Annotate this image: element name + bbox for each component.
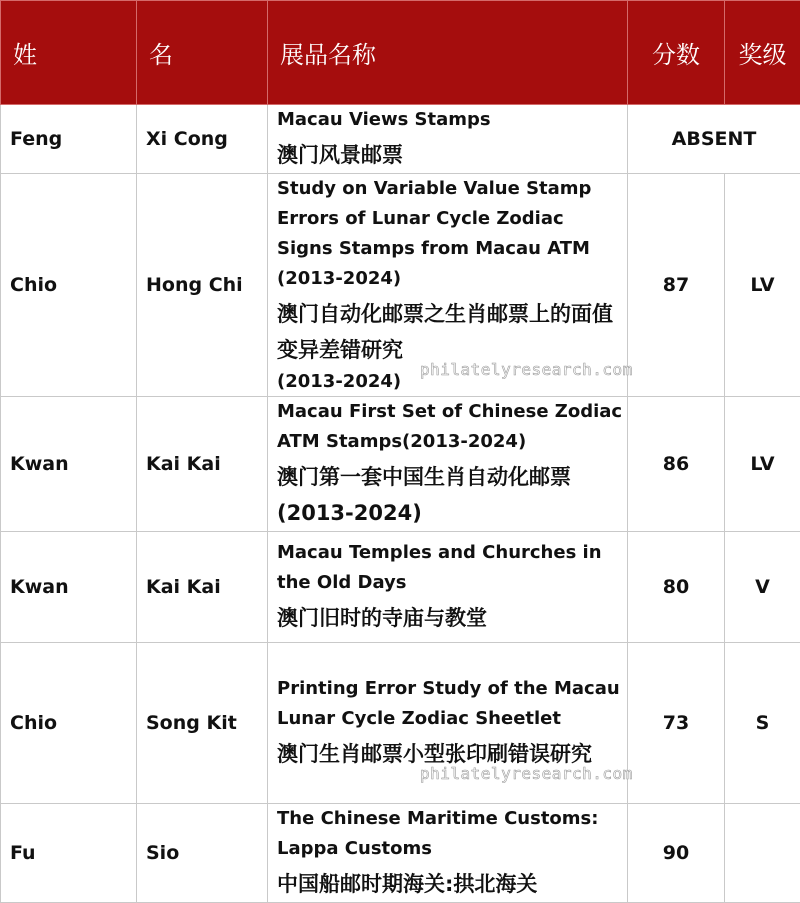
surname-cell: Kwan	[1, 397, 137, 532]
exhibit-title-en: Macau Temples and Churches in the Old Days	[277, 538, 623, 598]
award-cell: S	[725, 643, 800, 804]
score-cell: 73	[628, 643, 725, 804]
score-cell: 90	[628, 804, 725, 903]
exhibit-title-cell	[268, 397, 628, 532]
table-row	[1, 532, 800, 643]
surname-cell: Chio	[1, 643, 137, 804]
table-row	[1, 174, 800, 397]
header-award: 奖级	[725, 1, 800, 105]
exhibit-title-cell	[268, 532, 628, 643]
award-cell: V	[725, 532, 800, 643]
exhibit-title-zh-years: (2013-2024)	[277, 368, 623, 396]
table-row	[1, 105, 800, 174]
exhibit-title-en: Macau Views Stamps	[277, 105, 623, 135]
exhibit-title-zh: 澳门自动化邮票之生肖邮票上的面值变异差错研究	[277, 296, 623, 368]
exhibit-title-cell	[268, 804, 628, 903]
exhibit-title-cell	[268, 174, 628, 397]
surname-cell: Kwan	[1, 532, 137, 643]
given-name-cell: Xi Cong	[137, 105, 268, 174]
header-exhibit-title: 展品名称	[268, 1, 628, 105]
given-name-cell: Song Kit	[137, 643, 268, 804]
given-name-cell: Sio	[137, 804, 268, 903]
score-cell: 87	[628, 174, 725, 397]
table-row	[1, 804, 800, 903]
exhibit-title-zh: 澳门第一套中国生肖自动化邮票(2013-2024)	[277, 459, 623, 531]
score-cell: 86	[628, 397, 725, 532]
given-name-cell: Kai Kai	[137, 532, 268, 643]
watermark: philatelyresearch.com	[420, 360, 633, 379]
exhibit-title-en: Printing Error Study of the Macau Lunar Cycle Zodiac Sheetlet	[277, 674, 623, 734]
award-cell: LV	[725, 174, 800, 397]
table-row	[1, 643, 800, 804]
watermark: philatelyresearch.com	[420, 764, 633, 783]
status-cell: ABSENT	[628, 105, 800, 174]
exhibit-title-zh: 澳门旧时的寺庙与教堂	[277, 600, 623, 636]
award-cell	[725, 804, 800, 903]
given-name-cell: Kai Kai	[137, 397, 268, 532]
given-name-cell: Hong Chi	[137, 174, 268, 397]
score-cell: 80	[628, 532, 725, 643]
exhibit-title-zh: 澳门风景邮票	[277, 137, 623, 173]
header-score: 分数	[628, 1, 725, 105]
surname-cell: Fu	[1, 804, 137, 903]
header-row	[1, 1, 800, 105]
header-surname: 姓	[1, 1, 137, 105]
exhibit-title-en: Study on Variable Value Stamp Errors of Lunar Cycle Zodiac Signs Stamps from Macau ATM (2013-2024)	[277, 174, 623, 294]
exhibit-title-zh: 澳门生肖邮票小型张印刷错误研究	[277, 736, 623, 772]
award-cell: LV	[725, 397, 800, 532]
header-given-name: 名	[137, 1, 268, 105]
exhibit-title-cell	[268, 105, 628, 174]
surname-cell: Chio	[1, 174, 137, 397]
exhibit-title-cell	[268, 643, 628, 804]
exhibit-title-en: Macau First Set of Chinese Zodiac ATM Stamps(2013-2024)	[277, 397, 623, 457]
exhibit-title-en: The Chinese Maritime Customs: Lappa Customs	[277, 804, 623, 864]
exhibit-title-zh: 中国船邮时期海关:拱北海关	[277, 866, 623, 902]
table-row	[1, 397, 800, 532]
surname-cell: Feng	[1, 105, 137, 174]
